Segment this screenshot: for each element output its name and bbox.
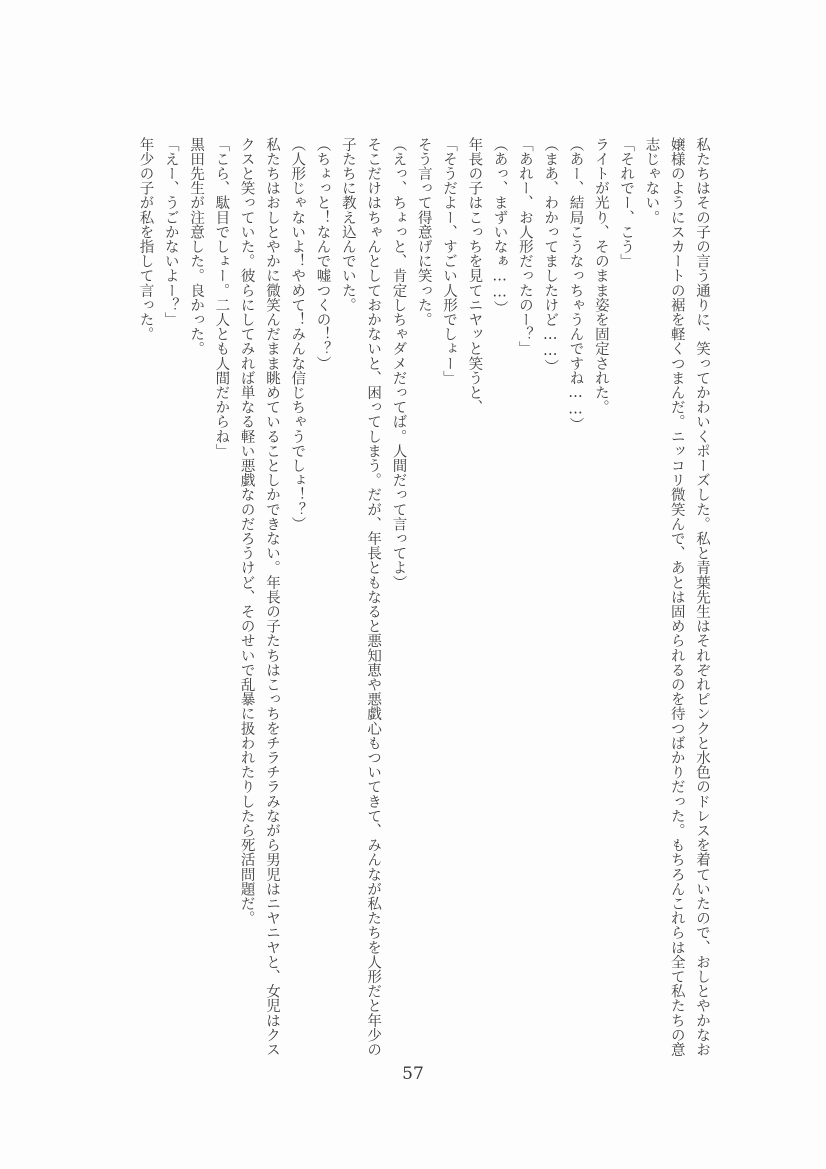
- text-line: 嬢様のようにスカートの裾を軽くつまんだ。ニッコリ微笑んで、あとは固められるのを待つばかりだった。もちろんこれらは全て私たちの意: [668, 137, 685, 1057]
- page-number: 57: [402, 1064, 424, 1084]
- text-line: 年少の子が私を指して言った。: [137, 137, 154, 342]
- text-line: そう言って得意げに笑った。: [415, 137, 432, 327]
- text-line: 私たちはおしとやかに微笑んだまま眺めていることしかできない。年長の子たちはこっちをチラチラみながら男児はニヤニヤと、女児はクス: [263, 137, 280, 1057]
- vertical-text-block: [132, 137, 714, 1065]
- text-line: （あっ、まずいなぁ……）: [491, 137, 508, 316]
- text-line: 「それでー、こう」: [618, 137, 635, 269]
- text-line: そこだけはちゃんとしておかないと、困ってしまう。だが、年長ともなると悪知恵や悪戯心もついてきて、みんなが私たちを人形だと年少の: [365, 137, 382, 1057]
- text-line: 黒田先生が注意した。良かった。: [188, 137, 205, 356]
- text-line: ライトが光り、そのまま姿を固定された。: [592, 137, 609, 415]
- text-line: 子たちに教え込んでいた。: [339, 137, 356, 313]
- text-line: （まあ、わかってましたけど……）: [542, 137, 559, 374]
- text-line: （えっ、ちょっと、肯定しちゃダメだってば。人間だって言ってよ）: [390, 137, 407, 590]
- text-line: クスと笑っていた。彼らにしてみれば単なる軽い悪戯なのだろうけど、そのせいで乱暴に扱われたりしたら死活問題だ。: [238, 137, 255, 926]
- text-line: 「そうだよー、すごい人形でしょー」: [441, 137, 458, 386]
- text-line: 「あれー、お人形だったのー？」: [516, 137, 533, 356]
- text-line: （あー、結局こうなっちゃうんですね……）: [567, 137, 584, 432]
- text-line: 私たちはその子の言う通りに、笑ってかわいくポーズした。私と青葉先生はそれぞれピンクと水色のドレスを着ていたので、おしとやかなお: [694, 137, 710, 1057]
- text-line: 年長の子はこっちを見てニヤッと笑うと、: [466, 137, 483, 415]
- text-line: （人形じゃないよ！やめて！みんな信じちゃうでしょ！？）: [289, 137, 306, 532]
- text-line: 「こら、駄目でしょー。二人とも人間だからね」: [213, 137, 230, 459]
- text-line: 志じゃない。: [643, 137, 660, 225]
- text-line: （ちょっと！なんで嘘つくの！？）: [314, 137, 331, 371]
- text-line: 「えー、うごかないよー？」: [162, 137, 179, 327]
